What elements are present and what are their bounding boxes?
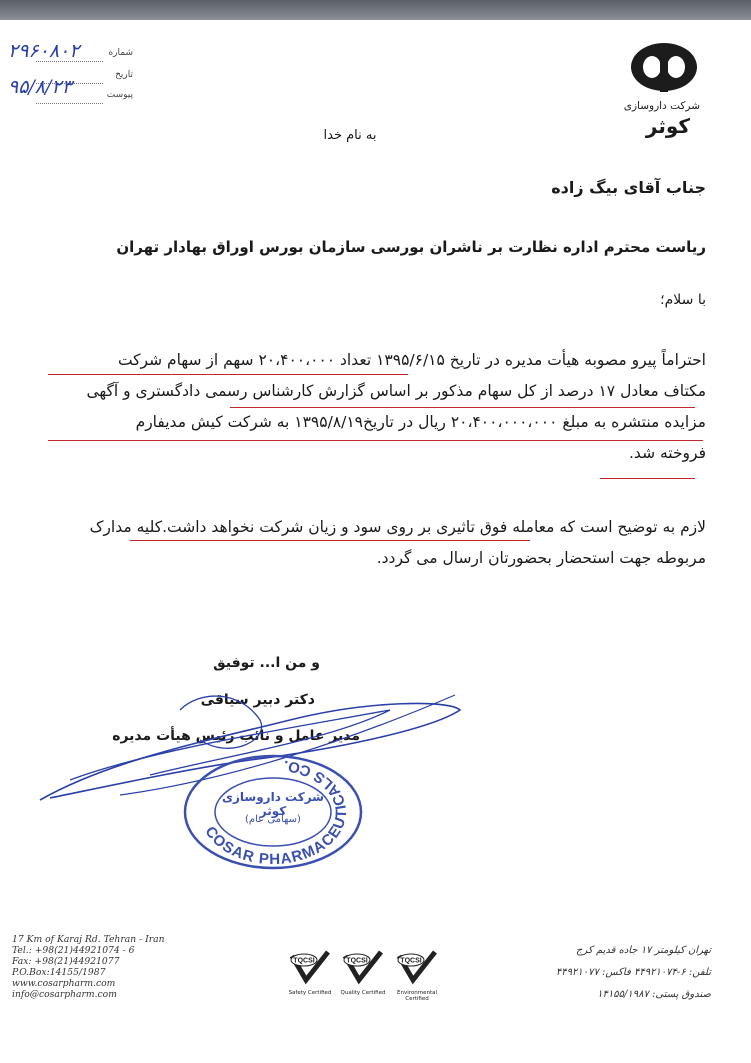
footer-persian-address [511, 940, 711, 1006]
footer-en-line: 17 Km of Karaj Rd. Tehran - Iran [12, 934, 165, 945]
paragraph-1-line: مزایده منتشره به مبلغ ۲۰،۴۰۰،۰۰۰،۰۰۰ ریال در تاریخ۱۳۹۵/۸/۱۹ به شرکت کیش مدیفارم [135, 413, 706, 431]
highlight-underline [48, 440, 703, 441]
stamp-center-line2: (سهامی عام) [245, 814, 301, 825]
footer-en-line: info@cosarpharm.com [12, 989, 117, 1000]
company-brand: کوثر [645, 114, 690, 138]
recipient-name: جناب آقای بیگ زاده [551, 178, 706, 197]
closing-phrase: و من ا... توفیق [213, 655, 320, 671]
stamp-center-line1: شرکت داروسازی کوثر [222, 790, 324, 818]
highlight-underline [600, 478, 695, 479]
invocation: به نام خدا [323, 128, 377, 143]
highlight-underline [48, 374, 408, 375]
attachment-dotted-line [36, 103, 103, 104]
signer-title: مدیر عامل و نائب رئیس هیأت مدیره [112, 728, 360, 744]
paragraph-1-line: احتراماً پیرو مصوبه هیأت مدیره در تاریخ ۱۳۹۵/۶/۱۵ تعداد ۲۰،۴۰۰،۰۰۰ سهم از سهام شرکت [117, 351, 706, 369]
body-paragraph-2 [46, 512, 706, 574]
company-name-line: شرکت داروسازی [623, 100, 700, 112]
number-handwritten-value: ۲۹۶۰۸۰۲ [8, 40, 80, 62]
cosar-logo-icon [628, 40, 700, 96]
paragraph-2-line: لازم به توضیح است که معامله فوق تاثیری بر روی سود و زیان شرکت نخواهد داشت.کلیه مدارک [89, 518, 706, 536]
tqcsi-badge-icon [341, 950, 385, 988]
svg-text:TQCSI: TQCSI [293, 957, 315, 965]
paragraph-2-line: مربوطه جهت استحضار بحضورتان ارسال می گردد. [376, 549, 706, 567]
svg-text:TQCSI: TQCSI [346, 957, 368, 965]
highlight-underline [230, 407, 695, 408]
attachment-label: پیوست [106, 90, 133, 100]
signer-name: دکتر دبیر سیاقی [200, 692, 315, 708]
footer-english-address [12, 934, 192, 1000]
cert-caption: Environmental Certified [396, 990, 438, 1002]
svg-text:TQCSI: TQCSI [400, 957, 422, 965]
cert-caption: Quality Certified [340, 990, 386, 996]
greeting: با سلام؛ [660, 292, 706, 308]
tqcsi-badge-icon [288, 950, 332, 988]
footer-en-line: Tel.: +98(21)44921074 - 6 [12, 945, 135, 956]
paragraph-1-line: مکتاف معادل ۱۷ درصد از کل سهام مذکور بر اساس گزارش کارشناس رسمی دادگستری و آگهی [86, 382, 706, 400]
scan-top-edge [0, 0, 751, 20]
paragraph-1-line: فروخته شد. [629, 444, 706, 462]
number-label: شماره [108, 48, 133, 58]
company-logo [623, 40, 700, 150]
tqcsi-badge-icon [395, 950, 439, 988]
highlight-underline [130, 540, 530, 541]
footer-en-line: www.cosarpharm.com [12, 978, 116, 989]
footer-fa-line: صندوق پستی: ۱۴۱۵۵/۱۹۸۷ [597, 989, 711, 1000]
footer-en-line: Fax: +98(21)44921077 [12, 956, 120, 967]
date-label: تاریخ [115, 70, 133, 80]
cert-quality [338, 950, 388, 996]
footer-en-line: P.O.Box:14155/1987 [12, 967, 106, 978]
cert-safety [285, 950, 335, 996]
cert-caption: Safety Certified [288, 990, 332, 996]
date-handwritten-value: ۹۵/۸/۲۳ [8, 76, 72, 98]
footer-fa-line: تهران کیلومتر ۱۷ جاده قدیم کرج [576, 945, 711, 956]
footer-fa-line: تلفن: ۶-۴۴۹۲۱۰۷۴ فاکس: ۴۴۹۲۱۰۷۷ [555, 967, 711, 978]
cert-environmental [392, 950, 442, 1002]
company-stamp [178, 752, 368, 872]
letter-number-row [8, 40, 133, 64]
letter-attachment-row [8, 76, 133, 106]
recipient-title: ریاست محترم اداره نظارت بر ناشران بورسی سازمان بورس اوراق بهادار تهران [116, 238, 706, 256]
stamp-arc-text: COSAR PHARMACEUTICALS CO. [201, 756, 351, 869]
